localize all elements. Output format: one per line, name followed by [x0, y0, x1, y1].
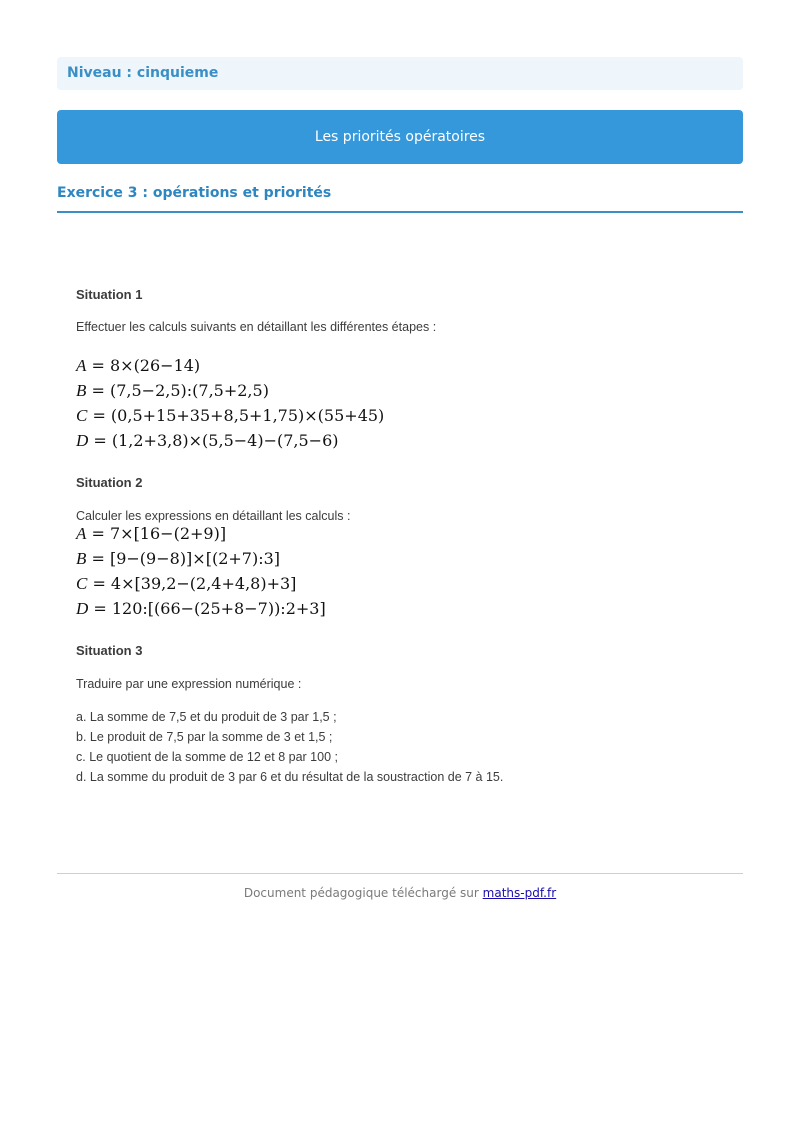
- list-item: a. La somme de 7,5 et du produit de 3 par 1,5 ;: [76, 710, 337, 724]
- footer-link[interactable]: maths-pdf.fr: [482, 886, 557, 900]
- math-variable: D: [76, 431, 89, 450]
- math-formula: = 8×(26−14): [91, 356, 201, 375]
- math-expression: [76, 599, 326, 619]
- math-formula: = 120:[(66−(25+8−7)):2+3]: [93, 599, 326, 618]
- math-variable: A: [76, 524, 87, 543]
- situation-1-instruction: Effectuer les calculs suivants en détaillant les différentes étapes :: [76, 320, 437, 334]
- math-expression: [76, 574, 296, 594]
- exercise-title: Exercice 3 : opérations et priorités: [57, 185, 743, 213]
- level-label: Niveau : cinquieme: [57, 57, 743, 90]
- footer-text: Document pédagogique téléchargé sur: [243, 886, 479, 900]
- math-variable: B: [76, 381, 87, 400]
- math-expression: [76, 549, 280, 569]
- math-expression: [76, 431, 339, 451]
- list-item: b. Le produit de 7,5 par la somme de 3 et 1,5 ;: [76, 730, 333, 744]
- math-variable: D: [76, 599, 89, 618]
- situation-2-title: Situation 2: [76, 475, 143, 490]
- situation-1-title: Situation 1: [76, 287, 143, 302]
- math-formula: = 7×[16−(2+9)]: [91, 524, 227, 543]
- math-expression: [76, 356, 200, 376]
- footer-divider: [57, 873, 743, 874]
- situation-3-title: Situation 3: [76, 643, 143, 658]
- math-formula: = 4×[39,2−(2,4+4,8)+3]: [92, 574, 297, 593]
- math-formula: = (7,5−2,5):(7,5+2,5): [91, 381, 269, 400]
- math-formula: = [9−(9−8)]×[(2+7):3]: [91, 549, 281, 568]
- lesson-banner: Les priorités opératoires: [57, 110, 743, 164]
- math-formula: = (1,2+3,8)×(5,5−4)−(7,5−6): [93, 431, 339, 450]
- list-item: d. La somme du produit de 3 par 6 et du résultat de la soustraction de 7 à 15.: [76, 770, 504, 784]
- math-formula: = (0,5+15+35+8,5+1,75)×(55+45): [92, 406, 385, 425]
- situation-2-instruction: Calculer les expressions en détaillant les calculs :: [76, 509, 351, 523]
- math-expression: [76, 381, 269, 401]
- math-variable: C: [76, 574, 88, 593]
- math-variable: B: [76, 549, 87, 568]
- math-variable: A: [76, 356, 87, 375]
- math-expression: [76, 524, 226, 544]
- list-item: c. Le quotient de la somme de 12 et 8 par 100 ;: [76, 750, 338, 764]
- footer: [0, 886, 800, 900]
- situation-3-instruction: Traduire par une expression numérique :: [76, 677, 302, 691]
- math-variable: C: [76, 406, 88, 425]
- math-expression: [76, 406, 384, 426]
